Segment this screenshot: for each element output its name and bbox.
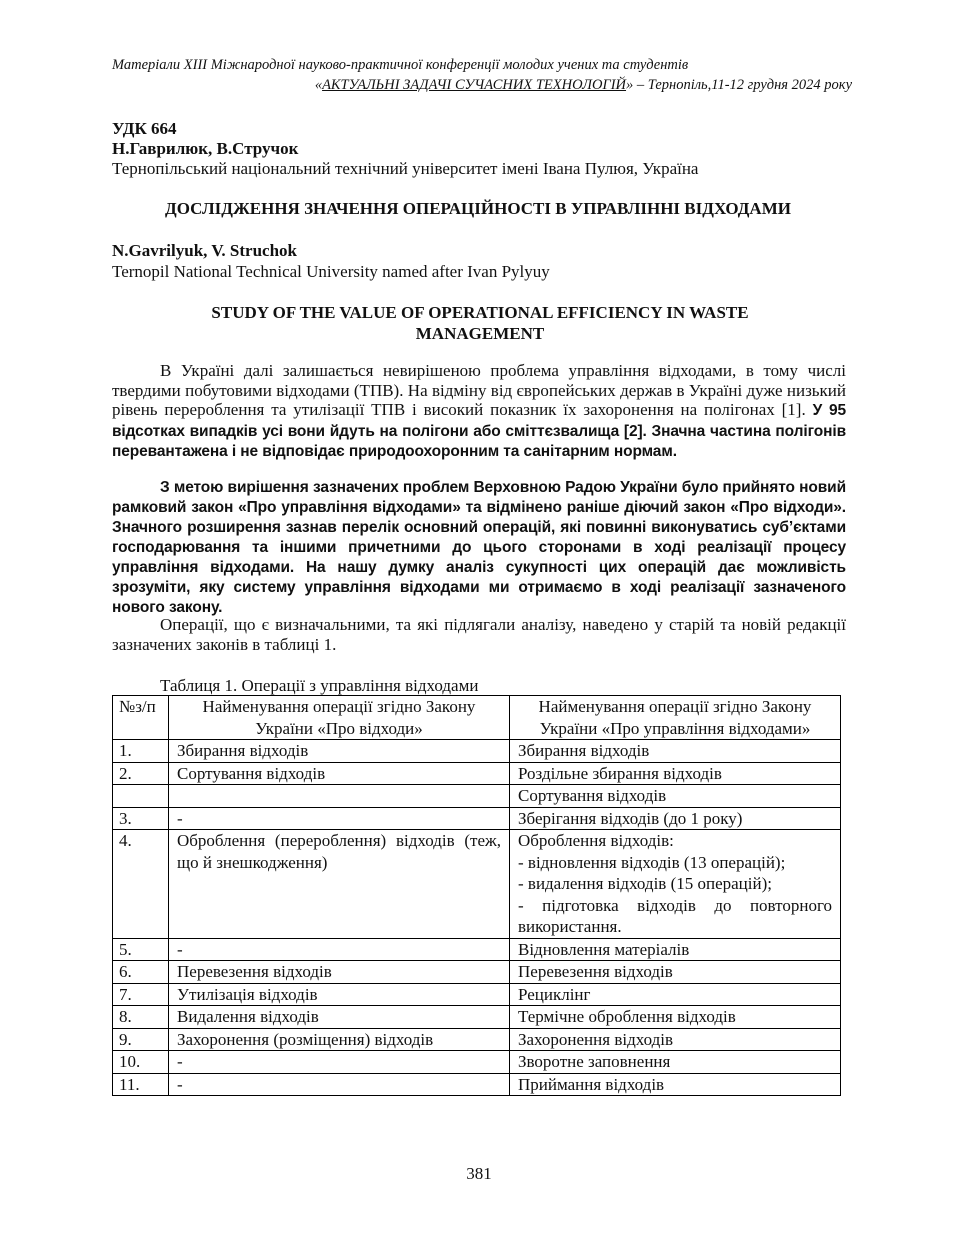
header-old-law: Найменування операції згідно Закону України «Про відходи» — [169, 696, 510, 740]
row-number: 7. — [113, 983, 169, 1006]
conference-name: АКТУАЛЬНІ ЗАДАЧІ СУЧАСНИХ ТЕХНОЛОГІЙ — [322, 77, 627, 93]
new-law-operation: Рециклінг — [510, 983, 841, 1006]
table-row — [113, 740, 841, 763]
row-number: 6. — [113, 961, 169, 984]
title-ua: ДОСЛІДЖЕННЯ ЗНАЧЕННЯ ОПЕРАЦІЙНОСТІ В УПРАВЛІННІ ВІДХОДАМИ — [165, 199, 791, 218]
authors-ua: Н.Гаврилюк, В.Стручок — [112, 139, 299, 158]
table-row — [113, 762, 841, 785]
header-line-1: Матеріали XIII Міжнародної науково-практичної конференції молодих учених та студентів — [112, 57, 689, 73]
table-row — [113, 983, 841, 1006]
new-law-operation: Сортування відходів — [510, 785, 841, 808]
new-law-operation: Захоронення відходів — [510, 1028, 841, 1051]
new-law-operation: Термічне оброблення відходів — [510, 1006, 841, 1029]
conference-header — [112, 55, 852, 95]
table-row — [113, 1006, 841, 1029]
new-law-operation: Збирання відходів — [510, 740, 841, 763]
title-en: STUDY OF THE VALUE OF OPERATIONAL EFFICIENCY IN WASTE MANAGEMENT — [211, 303, 749, 343]
row-number: 4. — [113, 830, 169, 939]
operations-table — [112, 695, 841, 1096]
paragraph-1-bold-text: У 95 відсотках випадків усі вони йдуть на полігони або сміттєзвалища [2]. Значна частина полігонів перевантажена і не відповідає природоохоронним та санітарним нормам. — [112, 402, 846, 460]
table-row — [113, 1073, 841, 1096]
old-law-operation: Сортування відходів — [169, 762, 510, 785]
paragraph-1-text: В Україні далі залишається невирішеною проблема управління відходами, в тому числі твердими побутовими відходами (ТПВ). На відміну від європейських держав в Україні дуже низький рівень перероблення та утилізації ТПВ і високий показник їх захоронення на полігонах [1]. — [112, 361, 846, 419]
new-law-operation: Приймання відходів — [510, 1073, 841, 1096]
new-law-operation: Оброблення відходів: - відновлення відходів (13 операцій); - видалення відходів (15 операцій); - підготовка відходів до повторного використання. — [510, 830, 841, 939]
table-row — [113, 807, 841, 830]
row-number: 3. — [113, 807, 169, 830]
row-number: 10. — [113, 1051, 169, 1074]
paragraph-2: З метою вирішення зазначених проблем Верховною Радою України було прийнято новий рамковий закон «Про управління відходами» та відмінено раніше діючий закон «Про відходи». Значного розширення зазнав перелік основний операцій, які повинні виконуватись суб’єктами господарювання та іншими причетними до цього сторонами в ході реалізації процесу управління відходами. На нашу думку аналіз сукупності цих операцій дає можливість зрозуміти, яку систему управління відходами ми отримаємо в ході реалізації зазначеного нового закону. — [112, 479, 846, 616]
old-law-operation: Утилізація відходів — [169, 983, 510, 1006]
paragraph-3: Операції, що є визначальними, та які підлягали аналізу, наведено у старій та новій редакції зазначених законів в таблиці 1. — [112, 615, 846, 654]
old-law-operation: Видалення відходів — [169, 1006, 510, 1029]
old-law-operation: Оброблення (перероблення) відходів (теж, що й знешкодження) — [169, 830, 510, 939]
old-law-operation: Перевезення відходів — [169, 961, 510, 984]
table-row — [113, 1028, 841, 1051]
new-law-operation: Зворотне заповнення — [510, 1051, 841, 1074]
page-number: 381 — [466, 1164, 492, 1183]
affiliation-en: Ternopil National Technical University named after Ivan Pylyuy — [112, 262, 550, 281]
old-law-operation: - — [169, 1073, 510, 1096]
new-law-operation: Перевезення відходів — [510, 961, 841, 984]
table-row — [113, 830, 841, 939]
header-line-2: «АКТУАЛЬНІ ЗАДАЧІ СУЧАСНИХ ТЕХНОЛОГІЙ» – Тернопіль,11-12 грудня 2024 року — [314, 77, 852, 93]
paragraph-1 — [112, 361, 846, 462]
affiliation-ua: Тернопільський національний технічний університет імені Івана Пулюя, Україна — [112, 159, 699, 178]
table-row — [113, 961, 841, 984]
row-number: 8. — [113, 1006, 169, 1029]
old-law-operation — [169, 785, 510, 808]
table-header-row — [113, 696, 841, 740]
old-law-operation: - — [169, 1051, 510, 1074]
table-row — [113, 785, 841, 808]
row-number: 5. — [113, 938, 169, 961]
table-row — [113, 1051, 841, 1074]
old-law-operation: - — [169, 938, 510, 961]
table-caption: Таблиця 1. Операції з управління відходами — [160, 676, 479, 695]
old-law-operation: - — [169, 807, 510, 830]
new-law-operation: Відновлення матеріалів — [510, 938, 841, 961]
row-number — [113, 785, 169, 808]
header-number: №з/п — [113, 696, 169, 740]
new-law-operation: Зберігання відходів (до 1 року) — [510, 807, 841, 830]
row-number: 1. — [113, 740, 169, 763]
header-new-law: Найменування операції згідно Закону України «Про управління відходами» — [510, 696, 841, 740]
row-number: 9. — [113, 1028, 169, 1051]
row-number: 11. — [113, 1073, 169, 1096]
old-law-operation: Захоронення (розміщення) відходів — [169, 1028, 510, 1051]
old-law-operation: Збирання відходів — [169, 740, 510, 763]
authors-en: N.Gavrilyuk, V. Struchok — [112, 241, 297, 260]
row-number: 2. — [113, 762, 169, 785]
new-law-operation: Роздільне збирання відходів — [510, 762, 841, 785]
udk-code: УДК 664 — [112, 119, 177, 138]
table-row — [113, 938, 841, 961]
